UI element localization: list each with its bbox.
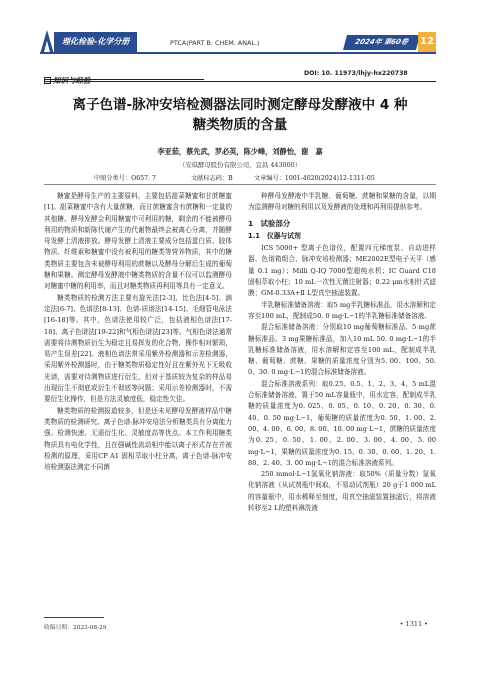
meta-rule (44, 184, 436, 185)
paragraph: 半乳糖标准储备溶液：取5 mg半乳糖标准品，用水溶解和定容至100 mL，配制成50. 0 mg·L−1的半乳糖标准储备溶液。 (248, 300, 437, 320)
paragraph: 250 mmol·L−1氢氧化钠溶液：取50%（质量分数）氢氧化钠溶液（从试剂瓶中间取，不易动试剂瓶）20 g于1 000 mL的容量瓶中，用水稀释至刻度，用真空抽滤装置抽滤后，将溶液转移至2 L的塑料淋洗液 (248, 470, 436, 513)
doi-rule (44, 81, 436, 82)
article-title-line2: 糖类物质的含量 (192, 117, 288, 133)
received-date: 收稿日期：2023-08-29 (44, 625, 107, 631)
journal-logo-icon (40, 30, 54, 54)
journal-name-center: PTCA(PART B: CHEM. ANAL.) (170, 39, 260, 47)
footnote-rule (44, 617, 104, 618)
doi: DOI: 10. 11973/lhjy-hx220738 (304, 70, 408, 77)
volume-badge: 2024年 第60卷 (343, 35, 420, 50)
paragraph: ICS 5000+ 型离子色谱仪，配置四元梯度泵、自动进样器、色谱箱组合、脉冲安培检测器；ME2002E型电子天平（感量 0.1 mg）；Milli Q-IQ 7000型超纯水机；IC Guard C18 固相萃取小柱；10 mL一次性无菌注射器；0.22 μm水相针式滤膜；GM-0.33A+Ⅱ L型真空抽滤装置。 (248, 244, 436, 298)
page-number: • 1311 • (399, 620, 428, 628)
document-code: 文献标志码：B (191, 175, 233, 182)
subsection-heading: 1.1 仪器与试剂 (248, 231, 301, 240)
paragraph: 糖类物质的检测方法主要有旋光法[2-3]、比色法[4-5]、滴定法[6-7]、色谱法[8-13]、色谱-质谱法[14-15]、毛细管电泳法[16-18]等。其中，色谱法使用较广泛，包括液相色谱法[17-18]、离子色谱法[19-22]和气相色谱法[23]等。气相色谱法通常需要将待测物质衍生为稳定且易挥发的化合物，操作相对繁琐，易产生误差[22]。液相色谱法常采用紫外检测器和示差检测器，采用紫外检测器时，由于糖类物质稳定性好且在紫外光下无吸收光谱，需要对待测物质进行衍生，但对于基质较为复杂的样品易出现衍生不彻底或衍生不彻底等问题；采用示差检测器时，不需要衍生化操作，但是方法灵敏度低，稳定性欠佳。 (44, 293, 232, 404)
header-rule (40, 52, 436, 54)
paragraph: 种酵母发酵液中半乳糖、葡萄糖、蔗糖和果糖的含量，以期为监测酵母对糖的利用以及发酵液的处理和再利用提供参考。 (248, 192, 436, 212)
section-heading: 1 试验部分 (248, 218, 291, 228)
journal-name-left: 理化检验-化学分册 (54, 32, 137, 52)
article-number: 文章编号：1001-4020(2024)12-1311-05 (254, 175, 375, 182)
article-title-line1: 离子色谱-脉冲安培检测器法同时测定酵母发酵液中 4 种 (72, 97, 408, 113)
left-column (44, 191, 232, 473)
issue-badge: 12 (418, 32, 436, 52)
paragraph: 糖蜜是酵母生产的主要原料，主要包括甜菜糖蜜和甘蔗糖蜜[1]。甜菜糖蜜中含有大量蔗糖，而甘蔗糖蜜含有蔗糖和一定量的其他糖。酵母发酵会利用糖蜜中可利用的糖，剩余的不能被酵母利用的物质和新陈代谢产生的代谢物最终会被离心分离，并随酵母发酵上清液排放。酵母发酵上清液主要成分包括蛋白质、胶体物质、纤维素和糖蜜中没有被利用的糖类等营养物质，其中的糖类物质主要包含未被酵母利用的蔗糖以及酵母分解后生成的葡萄糖和果糖。测定酵母发酵液中糖类物质的含量不仅可以监测酵母对糖蜜中糖的利用率，而且对糖类物质再利用等具有一定意义。 (44, 192, 232, 291)
paragraph: 糖类物质的检测报道较多，但是还未见酵母发酵液样品中糖类物质的检测研究。离子色谱-脉冲安培法分析糖类具有分离能力强、检测快速、无需衍生化、灵敏度高等优点。本工作利用糖类物质具有电化学性，且在强碱性流动相中能以离子形式存在并被检测的原理，采用CP A1 固相萃取小柱分离，离子色谱-脉冲安培检测器法测定不同菌 (44, 406, 232, 472)
clc-number: 中图分类号：O657. 7 (94, 175, 156, 182)
paragraph: 混合标准储备溶液：分别取10 mg葡萄糖标准品、5 mg蔗糖标准品、3 mg果糖标准品，加入10 mL 50. 0 mg·L−1的半乳糖标准储备溶液，用水溶解和定容至100 mL，配制成半乳糖、葡萄糖、蔗糖、果糖的质量浓度分别为5. 00、100、50. 0、30. 0 mg·L−1的混合标准储备溶液。 (248, 323, 436, 377)
right-column (248, 191, 436, 514)
authors: 李亚茹，蔡先武，罗必英，陈少峰，刘静怡，谢 嘉 (157, 147, 323, 156)
paragraph: 混合标准溶液系列：取0.25、0.5、1、2、3、4、5 mL混合标准储备溶液，置于50 mL容量瓶中，用水定容，配制成半乳糖的质量浓度为0. 025、0. 05、0. 10、0. 20、0. 30、0. 40、0. 50 mg·L−1，葡萄糖的质量浓度为0. 50、1. 00、2. 00、4. 00、6. 00、8. 00、10. 00 mg·L−1，蔗糖的质量浓度为0. 25、0. 50、1. 00、2. 00、3. 00、4. 00、5. 00 mg·L−1，果糖的质量浓度为0. 15、0. 30、0. 60、1. 20、1. 80、2. 40、3. 00 mg·L−1的混合标准溶液系列。 (248, 379, 436, 467)
journal-header (0, 30, 480, 56)
section-tag (44, 68, 204, 80)
affiliation: （安琪酵母股份有限公司，宜昌 443000） (178, 161, 302, 169)
